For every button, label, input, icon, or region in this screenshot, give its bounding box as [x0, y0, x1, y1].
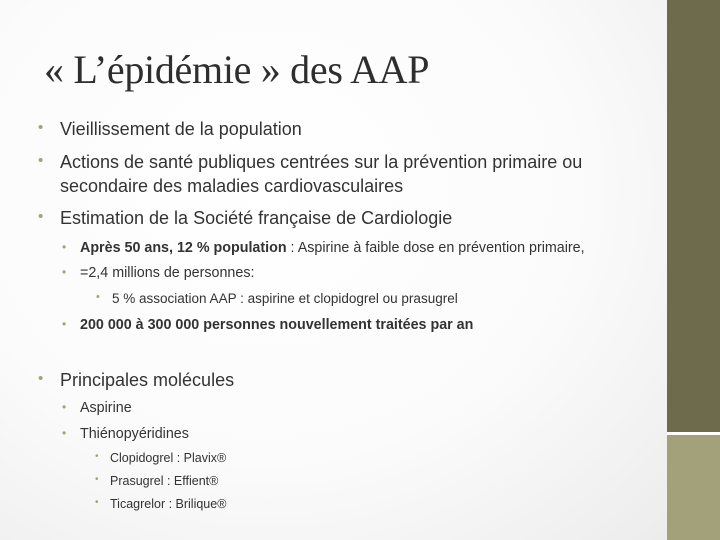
bullet-text: secondaire des maladies cardiovasculaires: [60, 176, 404, 196]
bullet-text: Aspirine: [80, 400, 132, 416]
bullet-text: 5 % association AAP : aspirine et clopidogrel ou prasugrel: [112, 291, 458, 306]
sub-sub-bullet-item: [96, 291, 458, 306]
bullet-text: Thiénopyéridines: [80, 426, 189, 442]
bullet-text: Ticagrelor : Brilique®: [110, 497, 227, 511]
sub-bullet-item: [62, 317, 474, 333]
bullet-glyph: •: [38, 152, 44, 169]
bullet-text: Vieillissement de la population: [60, 119, 302, 139]
bullet-glyph: •: [95, 497, 99, 508]
sub-bullet-item: [62, 265, 255, 281]
bullet-text-bold: Après 50 ans, 12 % population: [80, 240, 287, 256]
sub-bullet-item: [62, 400, 132, 416]
sub-bullet-item: [62, 426, 189, 442]
bullet-text-bold: 200 000 à 300 000 personnes nouvellement traitées par an: [80, 317, 474, 333]
bullet-glyph: •: [38, 119, 44, 136]
bullet-glyph: •: [62, 265, 67, 279]
bullet-glyph: •: [38, 370, 44, 387]
bullet-item: [38, 370, 235, 391]
sub-sub-bullet-item: [95, 497, 227, 511]
bullet-text-continuation: [60, 176, 403, 197]
bullet-glyph: •: [38, 208, 44, 225]
bullet-glyph: •: [95, 451, 99, 462]
sub-sub-bullet-item: [95, 451, 227, 465]
bullet-glyph: •: [62, 426, 67, 440]
sidebar-accent-dark: [667, 0, 720, 432]
bullet-text: Estimation de la Société française de Cardiologie: [60, 208, 453, 228]
bullet-text: Actions de santé publiques centrées sur la prévention primaire ou: [60, 152, 583, 172]
sidebar-accent-light: [667, 435, 720, 540]
bullet-text: : Aspirine à faible dose en prévention primaire,: [286, 240, 585, 256]
bullet-item: [38, 208, 453, 229]
bullet-glyph: •: [96, 291, 100, 303]
bullet-text: =2,4 millions de personnes:: [80, 265, 255, 281]
bullet-text: Principales molécules: [60, 370, 235, 390]
bullet-glyph: •: [95, 474, 99, 485]
bullet-item: [38, 119, 302, 140]
bullet-glyph: •: [62, 400, 67, 414]
bullet-text: Clopidogrel : Plavix®: [110, 451, 227, 465]
slide-title: « L’épidémie » des AAP: [44, 47, 430, 92]
sub-sub-bullet-item: [95, 474, 219, 488]
bullet-glyph: •: [62, 240, 67, 254]
sub-bullet-item: [62, 240, 585, 256]
bullet-text: Prasugrel : Effient®: [110, 474, 219, 488]
bullet-item: [38, 152, 583, 173]
bullet-glyph: •: [62, 317, 67, 331]
